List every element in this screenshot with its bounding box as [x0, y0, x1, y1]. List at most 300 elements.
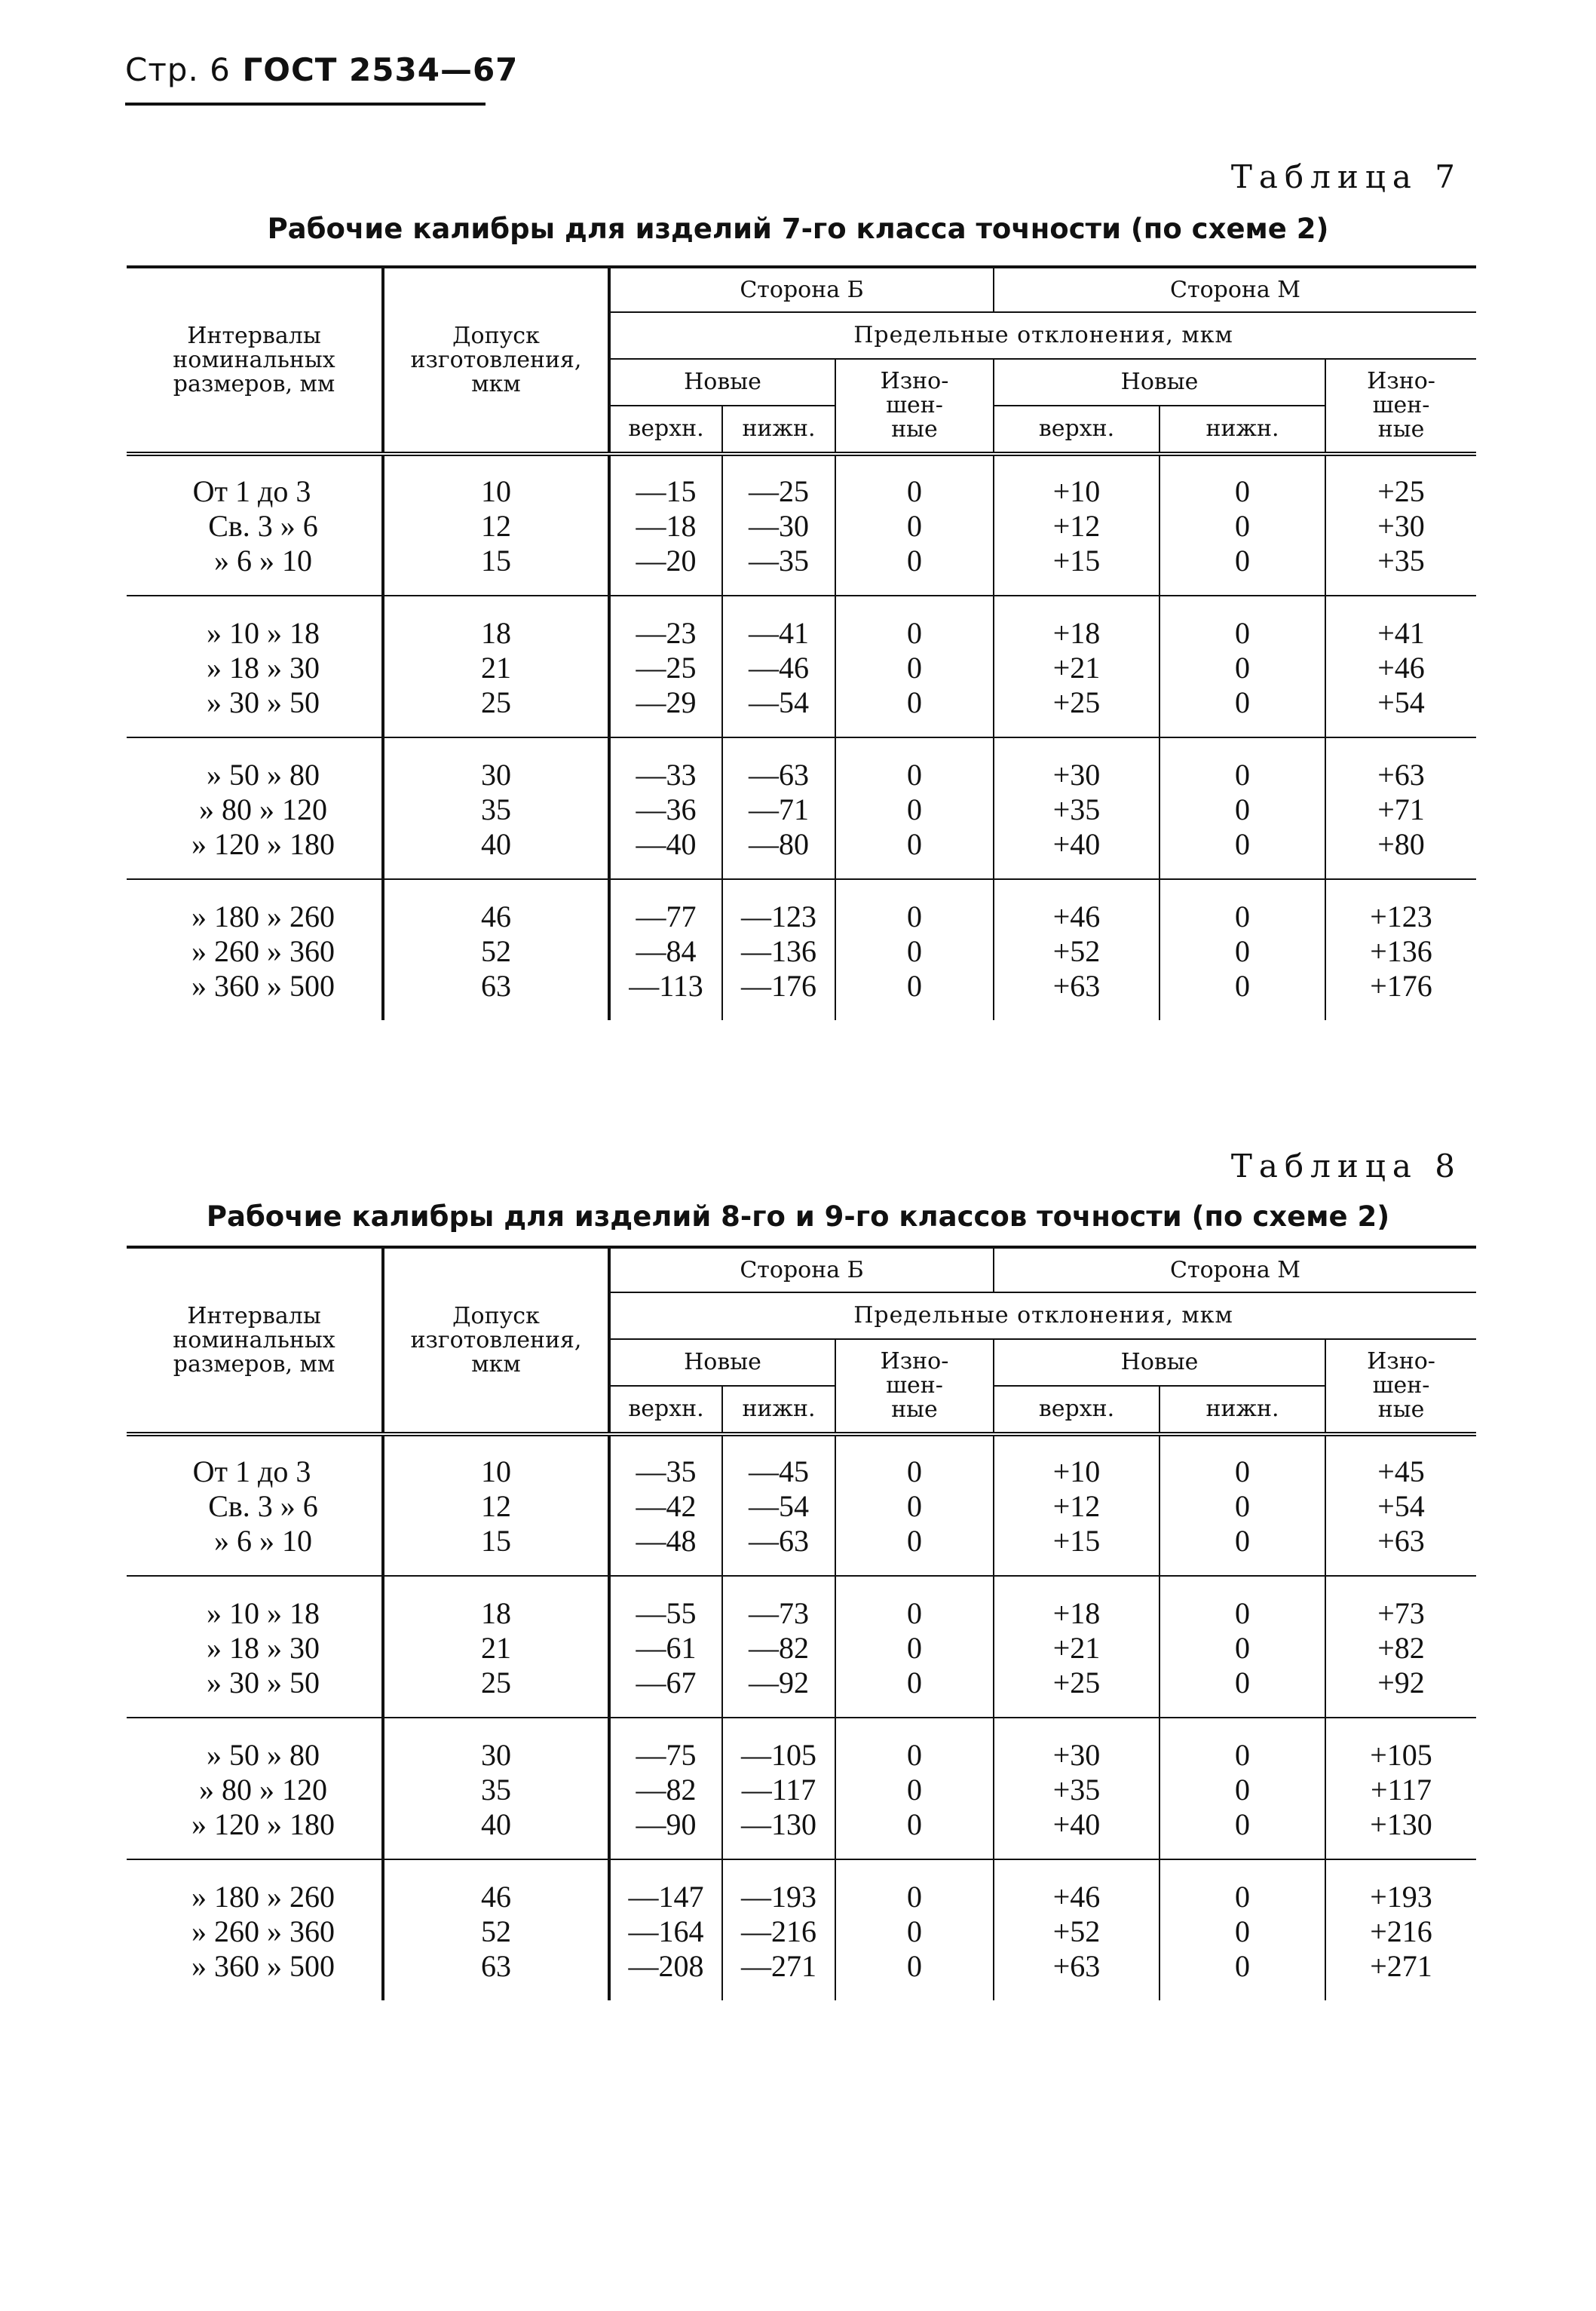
cell-m-upper-value: +15 [1052, 1524, 1101, 1558]
cell-m-worn-value: +35 [1377, 544, 1425, 578]
cell-m-lower-value: 0 [1235, 544, 1251, 578]
cell-b-worn-value: 0 [907, 900, 923, 933]
cell-b-worn-value: 0 [907, 1524, 923, 1558]
cell-m-upper-value: +25 [1052, 685, 1101, 719]
cell-m-upper-value: +30 [1052, 758, 1101, 792]
cell-m-worn [1325, 1576, 1476, 1718]
cell-m-upper-value: +46 [1052, 1880, 1101, 1914]
cell-b-lower [722, 879, 835, 1020]
cell-b-worn-value: 0 [907, 1807, 923, 1841]
header-upper-b: верхн. [609, 1386, 722, 1434]
cell-b-upper-value: —82 [636, 1773, 697, 1807]
cell-m-worn [1325, 1859, 1476, 2000]
cell-b-worn-value: 0 [907, 792, 923, 826]
cell-b-worn-value: 0 [907, 544, 923, 578]
cell-m-worn-value: +117 [1370, 1773, 1432, 1807]
cell-tolerance-value: 25 [481, 685, 511, 719]
header-worn-b: Изно-шен-ные [835, 359, 994, 454]
cell-tolerance [383, 1576, 609, 1718]
table-row [127, 879, 1476, 1020]
cell-b-upper [609, 1576, 722, 1718]
cell-b-worn-value: 0 [907, 1596, 923, 1630]
cell-b-worn [835, 596, 994, 737]
cell-m-lower-value: 0 [1235, 1454, 1251, 1488]
cell-b-lower-value: —216 [741, 1914, 816, 1948]
cell-b-worn-value: 0 [907, 758, 923, 792]
header-tolerance: Допуск изготовления, мкм [383, 267, 609, 454]
header-new-m: Новые [994, 359, 1325, 406]
cell-m-worn-value: +30 [1377, 509, 1425, 543]
cell-m-upper-value: +63 [1052, 969, 1101, 1003]
header-new-b: Новые [609, 1339, 835, 1386]
cell-b-upper [609, 879, 722, 1020]
cell-m-worn-value: +123 [1370, 900, 1432, 933]
cell-interval [127, 1718, 383, 1859]
cell-m-upper [994, 1576, 1159, 1718]
cell-m-lower-value: 0 [1235, 1773, 1251, 1807]
table-row [127, 737, 1476, 879]
table-body [127, 454, 1476, 1020]
cell-b-worn [835, 1718, 994, 1859]
cell-m-upper [994, 737, 1159, 879]
page-number: Стр. 6 [125, 51, 231, 88]
header-side-b: Сторона Б [609, 267, 994, 312]
cell-b-upper-value: —113 [629, 969, 703, 1003]
cell-b-worn-value: 0 [907, 685, 923, 719]
cell-interval-value: » 18 » 30 [207, 1631, 320, 1665]
cell-b-worn-value: 0 [907, 474, 923, 508]
cell-b-lower [722, 737, 835, 879]
header-upper-m: верхн. [994, 406, 1159, 454]
cell-interval [127, 737, 383, 879]
header-worn-m: Изно-шен-ные [1325, 1339, 1476, 1434]
cell-interval-value: » 260 » 360 [191, 934, 335, 968]
cell-tolerance [383, 1718, 609, 1859]
cell-m-worn [1325, 1718, 1476, 1859]
cell-b-worn-value: 0 [907, 1489, 923, 1523]
cell-b-lower-value: —41 [749, 616, 809, 650]
cell-b-upper [609, 1434, 722, 1576]
cell-interval-value: » 10 » 18 [207, 616, 320, 650]
cell-m-upper-value: +21 [1052, 1631, 1101, 1665]
cell-b-worn [835, 454, 994, 596]
cell-m-lower [1159, 737, 1325, 879]
cell-interval-value: » 260 » 360 [191, 1914, 335, 1948]
cell-m-lower-value: 0 [1235, 685, 1251, 719]
cell-tolerance-value: 25 [481, 1666, 511, 1700]
cell-b-upper [609, 1859, 722, 2000]
cell-m-upper-value: +40 [1052, 827, 1101, 861]
cell-m-upper-value: +25 [1052, 1666, 1101, 1700]
cell-interval-value: » 50 » 80 [207, 1738, 320, 1772]
header-upper-m: верхн. [994, 1386, 1159, 1434]
running-head [125, 51, 518, 88]
cell-interval-value: » 180 » 260 [191, 900, 335, 933]
cell-b-lower [722, 454, 835, 596]
cell-b-lower-value: —25 [749, 474, 809, 508]
cell-b-worn-value: 0 [907, 1773, 923, 1807]
cell-interval-value: » 180 » 260 [191, 1880, 335, 1914]
cell-m-lower-value: 0 [1235, 934, 1251, 968]
cell-b-worn-value: 0 [907, 1631, 923, 1665]
cell-tolerance-value: 15 [481, 544, 511, 578]
header-new-m: Новые [994, 1339, 1325, 1386]
cell-m-lower-value: 0 [1235, 1631, 1251, 1665]
cell-m-upper [994, 454, 1159, 596]
cell-interval-value: » 120 » 180 [191, 1807, 335, 1841]
cell-m-worn-value: +71 [1377, 792, 1425, 826]
cell-tolerance-value: 12 [481, 1489, 511, 1523]
cell-b-upper-value: —40 [636, 827, 697, 861]
cell-b-upper-value: —18 [636, 509, 697, 543]
cell-m-lower-value: 0 [1235, 1489, 1251, 1523]
cell-m-lower-value: 0 [1235, 1596, 1251, 1630]
cell-m-lower-value: 0 [1235, 1524, 1251, 1558]
cell-b-lower-value: —123 [741, 900, 816, 933]
cell-b-upper-value: —48 [636, 1524, 697, 1558]
cell-b-lower-value: —92 [749, 1666, 809, 1700]
table7-title: Рабочие калибры для изделий 7-го класса точности (по схеме 2) [267, 213, 1329, 245]
standard-code: ГОСТ 2534—67 [242, 51, 519, 88]
cell-b-upper-value: —23 [636, 616, 697, 650]
cell-m-lower-value: 0 [1235, 1949, 1251, 1983]
table-header [127, 267, 1476, 454]
cell-m-upper-value: +63 [1052, 1949, 1101, 1983]
cell-m-lower-value: 0 [1235, 1738, 1251, 1772]
cell-m-worn-value: +63 [1377, 758, 1425, 792]
cell-b-upper-value: —77 [636, 900, 697, 933]
cell-m-worn-value: +54 [1377, 1489, 1425, 1523]
cell-m-lower-value: 0 [1235, 900, 1251, 933]
cell-b-upper-value: —25 [636, 651, 697, 685]
cell-b-upper-value: —36 [636, 792, 697, 826]
header-upper-b: верхн. [609, 406, 722, 454]
cell-m-worn-value: +45 [1377, 1454, 1425, 1488]
cell-m-worn-value: +216 [1370, 1914, 1432, 1948]
cell-tolerance [383, 1434, 609, 1576]
cell-b-upper-value: —33 [636, 758, 697, 792]
cell-m-lower [1159, 1859, 1325, 2000]
cell-tolerance-value: 63 [481, 1949, 511, 1983]
cell-b-upper-value: —15 [636, 474, 697, 508]
cell-interval-value: От 1 до 3 [192, 1454, 311, 1488]
cell-m-upper [994, 1859, 1159, 2000]
cell-m-lower-value: 0 [1235, 969, 1251, 1003]
cell-b-lower-value: —45 [749, 1454, 809, 1488]
cell-b-lower [722, 1718, 835, 1859]
cell-m-worn-value: +176 [1370, 969, 1432, 1003]
cell-tolerance-value: 35 [481, 1773, 511, 1807]
cell-m-upper-value: +12 [1052, 1489, 1101, 1523]
cell-tolerance-value: 35 [481, 792, 511, 826]
cell-b-worn-value: 0 [907, 1949, 923, 1983]
cell-m-lower-value: 0 [1235, 474, 1251, 508]
cell-m-upper-value: +35 [1052, 1773, 1101, 1807]
cell-b-upper [609, 1718, 722, 1859]
header-lower-b: нижн. [722, 1386, 835, 1434]
cell-b-lower-value: —35 [749, 544, 809, 578]
cell-m-lower-value: 0 [1235, 1807, 1251, 1841]
table8-number: Таблица 8 [1230, 1148, 1462, 1185]
cell-b-worn-value: 0 [907, 827, 923, 861]
cell-b-lower-value: —117 [741, 1773, 816, 1807]
cell-interval [127, 1576, 383, 1718]
cell-m-upper-value: +40 [1052, 1807, 1101, 1841]
cell-b-lower [722, 1576, 835, 1718]
cell-b-upper-value: —75 [636, 1738, 697, 1772]
cell-b-upper-value: —55 [636, 1596, 697, 1630]
cell-m-upper-value: +10 [1052, 474, 1101, 508]
cell-m-upper-value: +12 [1052, 509, 1101, 543]
cell-interval-value: » 80 » 120 [199, 1773, 327, 1807]
cell-m-upper [994, 1434, 1159, 1576]
header-deviations: Предельные отклонения, мкм [609, 312, 1476, 359]
table-row [127, 1434, 1476, 1576]
cell-b-worn [835, 1859, 994, 2000]
cell-m-worn-value: +92 [1377, 1666, 1425, 1700]
cell-interval-value: » 6 » 10 [214, 544, 312, 578]
cell-interval [127, 454, 383, 596]
cell-interval [127, 596, 383, 737]
cell-tolerance [383, 454, 609, 596]
table8 [127, 1246, 1476, 2000]
cell-m-worn-value: +80 [1377, 827, 1425, 861]
cell-interval [127, 1859, 383, 2000]
cell-m-worn-value: +136 [1370, 934, 1432, 968]
header-side-m: Сторона М [994, 1247, 1476, 1292]
cell-b-worn-value: 0 [907, 969, 923, 1003]
header-intervals: Интервалы номинальных размеров, мм [127, 267, 383, 454]
cell-interval-value: » 80 » 120 [199, 792, 327, 826]
cell-m-worn-value: +54 [1377, 685, 1425, 719]
cell-b-upper-value: —208 [628, 1949, 704, 1983]
cell-b-worn-value: 0 [907, 1914, 923, 1948]
cell-tolerance-value: 52 [481, 1914, 511, 1948]
cell-b-worn-value: 0 [907, 1738, 923, 1772]
running-head-rule [125, 103, 486, 106]
cell-tolerance-value: 21 [481, 1631, 511, 1665]
cell-m-worn-value: +130 [1370, 1807, 1432, 1841]
cell-m-lower [1159, 454, 1325, 596]
cell-m-upper-value: +18 [1052, 616, 1101, 650]
cell-tolerance-value: 18 [481, 1596, 511, 1630]
cell-interval-value: » 30 » 50 [207, 1666, 320, 1700]
cell-m-lower-value: 0 [1235, 509, 1251, 543]
cell-b-worn-value: 0 [907, 651, 923, 685]
cell-m-upper-value: +35 [1052, 792, 1101, 826]
header-lower-b: нижн. [722, 406, 835, 454]
cell-m-worn [1325, 1434, 1476, 1576]
cell-b-lower-value: —30 [749, 509, 809, 543]
cell-b-lower-value: —82 [749, 1631, 809, 1665]
cell-m-worn-value: +73 [1377, 1596, 1425, 1630]
cell-b-upper-value: —20 [636, 544, 697, 578]
cell-m-lower [1159, 1434, 1325, 1576]
cell-interval-value: От 1 до 3 [192, 474, 311, 508]
header-side-b: Сторона Б [609, 1247, 994, 1292]
cell-m-upper [994, 879, 1159, 1020]
cell-b-worn [835, 737, 994, 879]
cell-interval-value: » 360 » 500 [191, 969, 335, 1003]
cell-m-lower [1159, 1718, 1325, 1859]
cell-interval [127, 1434, 383, 1576]
cell-interval-value: » 18 » 30 [207, 651, 320, 685]
cell-m-worn-value: +25 [1377, 474, 1425, 508]
table-row [127, 1859, 1476, 2000]
cell-b-worn [835, 1576, 994, 1718]
cell-m-lower-value: 0 [1235, 827, 1251, 861]
cell-b-lower-value: —271 [741, 1949, 816, 1983]
cell-m-worn [1325, 879, 1476, 1020]
cell-m-upper-value: +21 [1052, 651, 1101, 685]
cell-tolerance-value: 52 [481, 934, 511, 968]
cell-b-lower [722, 596, 835, 737]
cell-m-upper-value: +46 [1052, 900, 1101, 933]
cell-m-lower-value: 0 [1235, 1666, 1251, 1700]
cell-tolerance-value: 63 [481, 969, 511, 1003]
cell-m-upper-value: +30 [1052, 1738, 1101, 1772]
cell-m-worn-value: +63 [1377, 1524, 1425, 1558]
cell-m-lower-value: 0 [1235, 792, 1251, 826]
cell-m-upper [994, 1718, 1159, 1859]
cell-interval-value: » 120 » 180 [191, 827, 335, 861]
cell-interval-value: » 30 » 50 [207, 685, 320, 719]
cell-tolerance [383, 1859, 609, 2000]
cell-b-upper-value: —67 [636, 1666, 697, 1700]
cell-interval-value: » 360 » 500 [191, 1949, 335, 1983]
cell-b-worn-value: 0 [907, 509, 923, 543]
cell-interval-value: » 10 » 18 [207, 1596, 320, 1630]
header-worn-b: Изно-шен-ные [835, 1339, 994, 1434]
cell-m-lower-value: 0 [1235, 1880, 1251, 1914]
cell-tolerance-value: 30 [481, 1738, 511, 1772]
header-worn-m: Изно-шен-ные [1325, 359, 1476, 454]
cell-m-worn-value: +105 [1370, 1738, 1432, 1772]
cell-interval-value: Св. 3 » 6 [208, 509, 318, 543]
cell-b-upper [609, 596, 722, 737]
cell-b-upper [609, 737, 722, 879]
cell-b-upper-value: —147 [628, 1880, 704, 1914]
cell-b-lower [722, 1434, 835, 1576]
cell-b-lower-value: —73 [749, 1596, 809, 1630]
cell-tolerance-value: 15 [481, 1524, 511, 1558]
cell-tolerance-value: 40 [481, 827, 511, 861]
header-intervals: Интервалы номинальных размеров, мм [127, 1247, 383, 1434]
cell-b-lower-value: —63 [749, 758, 809, 792]
cell-b-upper-value: —29 [636, 685, 697, 719]
cell-b-worn [835, 1434, 994, 1576]
cell-m-lower-value: 0 [1235, 651, 1251, 685]
cell-interval [127, 879, 383, 1020]
cell-b-worn-value: 0 [907, 934, 923, 968]
cell-b-lower-value: —46 [749, 651, 809, 685]
cell-tolerance-value: 46 [481, 900, 511, 933]
header-lower-m: нижн. [1159, 1386, 1325, 1434]
cell-b-lower-value: —193 [741, 1880, 816, 1914]
table-row [127, 454, 1476, 596]
cell-b-upper-value: —61 [636, 1631, 697, 1665]
cell-b-worn-value: 0 [907, 616, 923, 650]
cell-m-upper-value: +15 [1052, 544, 1101, 578]
cell-tolerance-value: 21 [481, 651, 511, 685]
header-tolerance: Допуск изготовления, мкм [383, 1247, 609, 1434]
cell-b-upper-value: —90 [636, 1807, 697, 1841]
cell-tolerance-value: 18 [481, 616, 511, 650]
cell-m-worn [1325, 737, 1476, 879]
cell-tolerance-value: 46 [481, 1880, 511, 1914]
cell-m-lower-value: 0 [1235, 758, 1251, 792]
cell-interval-value: » 50 » 80 [207, 758, 320, 792]
cell-m-upper-value: +52 [1052, 1914, 1101, 1948]
cell-b-worn-value: 0 [907, 1454, 923, 1488]
header-new-b: Новые [609, 359, 835, 406]
cell-tolerance [383, 737, 609, 879]
table-body [127, 1434, 1476, 2000]
cell-m-lower-value: 0 [1235, 1914, 1251, 1948]
cell-b-lower-value: —71 [749, 792, 809, 826]
header-deviations: Предельные отклонения, мкм [609, 1292, 1476, 1339]
cell-m-worn-value: +46 [1377, 651, 1425, 685]
cell-b-lower-value: —54 [749, 1489, 809, 1523]
cell-m-worn-value: +271 [1370, 1949, 1432, 1983]
cell-m-upper-value: +10 [1052, 1454, 1101, 1488]
cell-b-lower-value: —54 [749, 685, 809, 719]
cell-m-lower [1159, 596, 1325, 737]
cell-tolerance-value: 12 [481, 509, 511, 543]
cell-b-worn-value: 0 [907, 1666, 923, 1700]
cell-b-lower-value: —80 [749, 827, 809, 861]
cell-m-worn-value: +82 [1377, 1631, 1425, 1665]
cell-b-worn [835, 879, 994, 1020]
cell-b-lower-value: —63 [749, 1524, 809, 1558]
cell-b-worn-value: 0 [907, 1880, 923, 1914]
header-side-m: Сторона М [994, 267, 1476, 312]
cell-tolerance-value: 30 [481, 758, 511, 792]
cell-tolerance-value: 10 [481, 1454, 511, 1488]
table8-title: Рабочие калибры для изделий 8-го и 9-го классов точности (по схеме 2) [206, 1200, 1390, 1233]
cell-m-lower [1159, 1576, 1325, 1718]
cell-b-lower-value: —136 [741, 934, 816, 968]
cell-b-lower [722, 1859, 835, 2000]
cell-m-lower [1159, 879, 1325, 1020]
cell-m-worn-value: +41 [1377, 616, 1425, 650]
table-row [127, 1576, 1476, 1718]
cell-m-worn [1325, 596, 1476, 737]
cell-interval-value: Св. 3 » 6 [208, 1489, 318, 1523]
cell-m-upper-value: +18 [1052, 1596, 1101, 1630]
table-row [127, 1718, 1476, 1859]
table-header [127, 1247, 1476, 1434]
cell-tolerance [383, 596, 609, 737]
cell-b-upper-value: —35 [636, 1454, 697, 1488]
cell-m-worn [1325, 454, 1476, 596]
table-row [127, 596, 1476, 737]
cell-m-upper [994, 596, 1159, 737]
cell-b-upper [609, 454, 722, 596]
table7-number: Таблица 7 [1230, 158, 1462, 195]
header-lower-m: нижн. [1159, 406, 1325, 454]
cell-tolerance [383, 879, 609, 1020]
cell-b-lower-value: —105 [741, 1738, 816, 1772]
cell-m-lower-value: 0 [1235, 616, 1251, 650]
cell-b-upper-value: —84 [636, 934, 697, 968]
cell-b-upper-value: —42 [636, 1489, 697, 1523]
table7 [127, 265, 1476, 1020]
cell-m-worn-value: +193 [1370, 1880, 1432, 1914]
cell-tolerance-value: 10 [481, 474, 511, 508]
cell-m-upper-value: +52 [1052, 934, 1101, 968]
cell-tolerance-value: 40 [481, 1807, 511, 1841]
